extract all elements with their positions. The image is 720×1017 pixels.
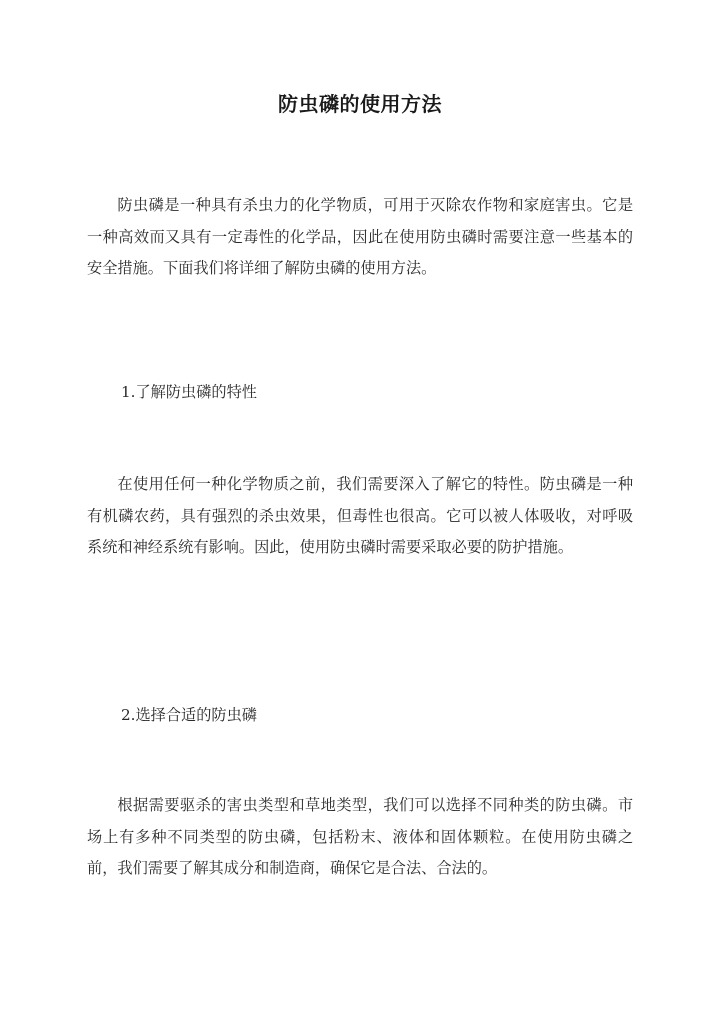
- section-body-2: 根据需要驱杀的害虫类型和草地类型，我们可以选择不同种类的防虫磷。市场上有多种不同类型的防虫磷，包括粉末、液体和固体颗粒。在使用防虫磷之前，我们需要了解其成分和制造商，确保它是合法、合法的。: [87, 796, 633, 877]
- section-heading-2: 2.选择合适的防虫磷: [121, 706, 257, 724]
- document-title: 防虫磷的使用方法: [278, 92, 442, 116]
- intro-paragraph: 防虫磷是一种具有杀虫力的化学物质，可用于灭除农作物和家庭害虫。它是一种高效而又具有一定毒性的化学品，因此在使用防虫磷时需要注意一些基本的安全措施。下面我们将详细了解防虫磷的使用方法。: [87, 196, 633, 277]
- section-heading-1: 1.了解防虫磷的特性: [121, 383, 257, 401]
- section-body-1: 在使用任何一种化学物质之前，我们需要深入了解它的特性。防虫磷是一种有机磷农药，具有强烈的杀虫效果，但毒性也很高。它可以被人体吸收，对呼吸系统和神经系统有影响。因此，使用防虫磷时需要采取必要的防护措施。: [87, 475, 633, 556]
